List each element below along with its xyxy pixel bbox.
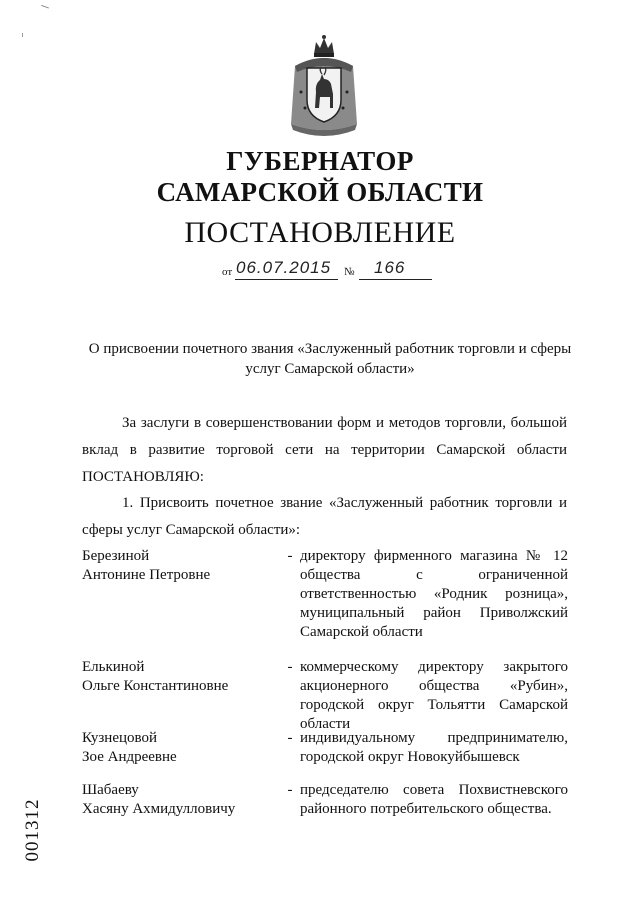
document-subject (60, 339, 600, 379)
awardee-row (82, 729, 570, 769)
issuer-title: ГУБЕРНАТОР (226, 146, 414, 176)
awardee-position: индивидуальному предпринимателю, городской округ Новокуйбышевск (300, 730, 568, 765)
awardee-row (82, 658, 570, 732)
dash-separator: - (287, 730, 293, 746)
number-prefix: № (344, 266, 355, 278)
awardee-row (82, 781, 570, 821)
date-underline (235, 279, 338, 280)
awardee-name (82, 729, 282, 767)
preamble-line: За заслуги в совершенствовании форм и методов торговли, большой (122, 415, 567, 431)
resolution-word: ПОСТАНОВЛЯЮ: (82, 469, 204, 485)
awardee-surname: Елькиной (82, 659, 145, 675)
awardee-surname: Шабаеву (82, 782, 139, 798)
awardee-position: коммерческому директору закрытого акционерного общества «Рубин», городской округ Тольятти Самарской области (300, 659, 568, 732)
awardee-given-names: Ольге Константиновне (82, 678, 229, 694)
serial-number-text: 001312 (22, 798, 43, 862)
dash-separator: - (287, 782, 293, 798)
clause-line: 1. Присвоить почетное звание «Заслуженный работник торговли и (122, 495, 567, 511)
subject-line: услуг Самарской области» (245, 361, 415, 377)
issuer-region: САМАРСКОЙ ОБЛАСТИ (156, 177, 484, 207)
awardee-position: председателю совета Похвистневского районного потребительского общества. (300, 782, 568, 817)
clause-1 (82, 490, 567, 544)
awardee-name (82, 547, 282, 585)
awardee-name (82, 781, 282, 819)
awardee-surname: Березиной (82, 548, 150, 564)
clause-line: сферы услуг Самарской области»: (82, 522, 301, 538)
awardee-row (82, 547, 570, 643)
preamble-paragraph (82, 410, 567, 491)
awardee-given-names: Хасяну Ахмидулловичу (82, 801, 236, 817)
scan-mark (22, 33, 27, 37)
awardee-position: директору фирменного магазина № 12 общества с ограниченной ответственностью «Родник розница», муниципальный район Приволжский Самарской области (300, 548, 568, 640)
number-underline (359, 279, 432, 280)
number-value: 166 (374, 258, 406, 277)
date-value: 06.07.2015 (236, 258, 332, 277)
serial-number (22, 780, 44, 880)
dash-separator: - (287, 548, 293, 564)
awardee-given-names: Зое Андреевне (82, 749, 177, 765)
subject-line: О присвоении почетного звания «Заслуженный работник торговли и сферы (88, 341, 572, 357)
date-number-line (222, 258, 442, 282)
preamble-line: вклад в развитие торговой сети на территории Самарской области (82, 442, 567, 458)
document-type: ПОСТАНОВЛЕНИЕ (184, 216, 456, 249)
dash-separator: - (287, 659, 293, 675)
scan-mark (39, 5, 49, 14)
awardee-surname: Кузнецовой (82, 730, 158, 746)
date-prefix: от (222, 266, 233, 278)
samara-oblast-coat-of-arms-icon (285, 32, 363, 144)
awardee-name (82, 658, 282, 696)
awardee-given-names: Антонине Петровне (82, 567, 211, 583)
